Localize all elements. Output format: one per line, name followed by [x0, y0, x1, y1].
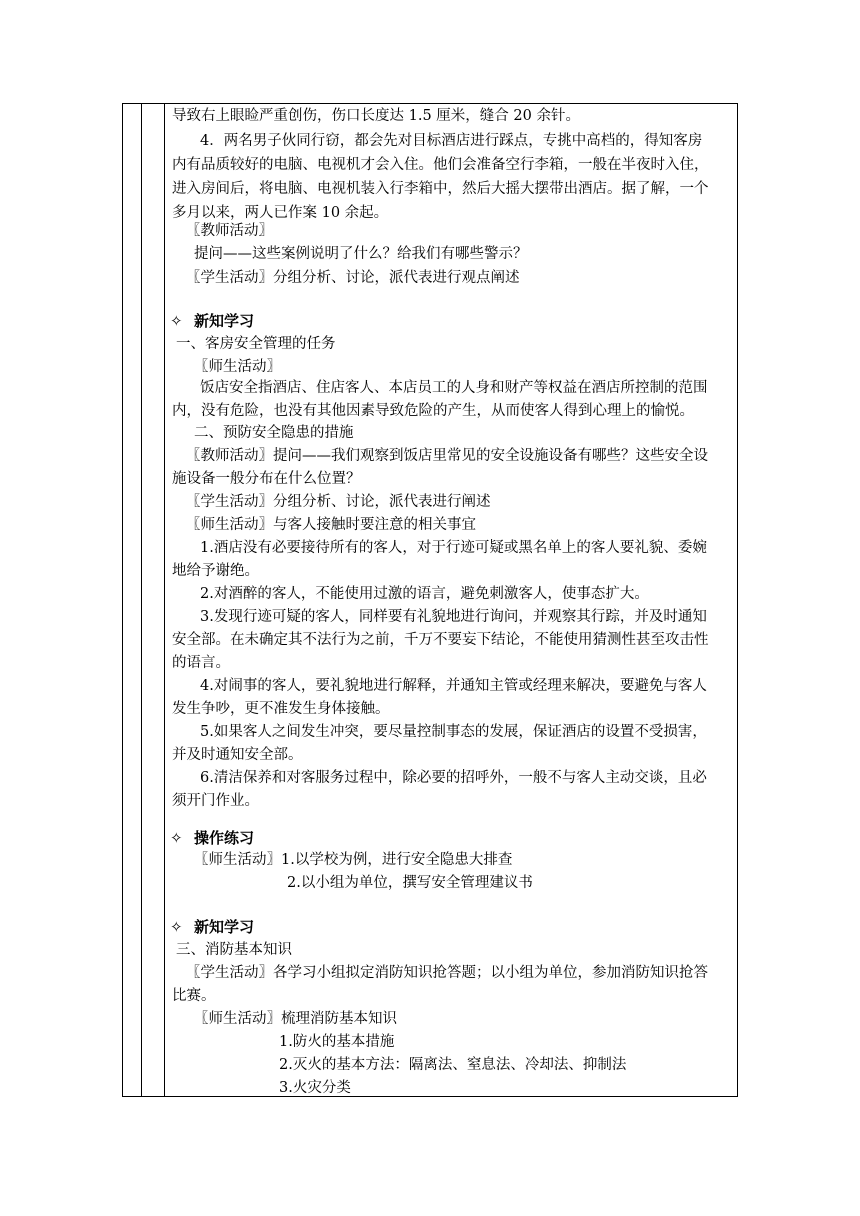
section-title-1: 一、客房安全管理的任务 — [176, 336, 336, 352]
table-column-left — [123, 104, 141, 1096]
practice-item-2: 2.以小组为单位，撰写安全管理建议书 — [287, 875, 533, 891]
table-column-middle — [141, 104, 165, 1096]
diamond-bullet-icon: ✧ — [170, 829, 183, 847]
diamond-bullet-icon: ✧ — [170, 918, 183, 936]
student-fire-line-2: 比赛。 — [172, 988, 216, 1004]
fire-item-3: 3.火灾分类 — [279, 1080, 351, 1096]
measure-item-1-line-2: 地给予谢绝。 — [172, 563, 259, 579]
heading-new-knowledge-2: ✧ 新知学习 — [170, 918, 255, 936]
case4-line-1: 4．两名男子伙同行窃，都会先对目标酒店进行踩点，专挑中高档的，得知客房 — [200, 133, 703, 149]
student-activity-discuss-2: 〖学生活动〗分组分析、讨论，派代表进行阐述 — [186, 494, 491, 510]
measure-item-5-line-1: 5.如果客人之间发生冲突，要尽量控制事态的发展，保证酒店的设置不受损害， — [200, 724, 707, 740]
diamond-bullet-icon: ✧ — [170, 312, 183, 330]
practice-item-1: 〖师生活动〗1.以学校为例，进行安全隐患大排查 — [194, 852, 513, 868]
heading-practice: ✧ 操作练习 — [170, 829, 255, 847]
section-title-2: 二、预防安全隐患的措施 — [194, 425, 354, 441]
teacher-question-2-line-1: 〖教师活动〗提问——我们观察到饭店里常见的安全设施设备有哪些？这些安全设 — [186, 448, 708, 464]
case-tail-line: 导致右上眼睑严重创伤，伤口长度达 1.5 厘米，缝合 20 余针。 — [172, 108, 580, 124]
measure-item-2: 2.对酒醉的客人，不能使用过激的语言，避免刺激客人，使事态扩大。 — [200, 586, 649, 602]
measure-item-4-line-2: 发生争吵，更不准发生身体接触。 — [172, 701, 390, 717]
measure-item-3-line-1: 3.发现行迹可疑的客人，同样要有礼貌地进行询问，并观察其行踪，并及时通知 — [200, 609, 707, 625]
teacher-student-contact-tag: 〖师生活动〗与客人接触时要注意的相关事宜 — [186, 517, 476, 533]
case4-line-4: 多月以来，两人已作案 10 余起。 — [172, 205, 389, 221]
lesson-table — [122, 103, 738, 1097]
measure-item-6-line-1: 6.清洁保养和对客服务过程中，除必要的招呼外，一般不与客人主动交谈，且必 — [200, 770, 707, 786]
teacher-activity-tag: 〖教师活动〗 — [186, 223, 273, 239]
student-fire-line-1: 〖学生活动〗各学习小组拟定消防知识抢答题；以小组为单位，参加消防知识抢答 — [186, 965, 708, 981]
measure-item-3-line-2: 安全部。在未确定其不法行为之前，千万不要妄下结论，不能使用猜测性甚至攻击性 — [172, 632, 709, 648]
teacher-question-2-line-2: 施设备一般分布在什么位置？ — [172, 471, 361, 487]
safety-definition-line-1: 饭店安全指酒店、住店客人、本店员工的人身和财产等权益在酒店所控制的范围 — [200, 380, 708, 396]
measure-item-5-line-2: 并及时通知安全部。 — [172, 747, 303, 763]
student-activity-discuss-1: 〖学生活动〗分组分析、讨论，派代表进行观点阐述 — [186, 270, 520, 286]
measure-item-3-line-3: 的语言。 — [172, 655, 230, 671]
teacher-student-fire-tag: 〖师生活动〗梳理消防基本知识 — [194, 1011, 397, 1027]
measure-item-1-line-1: 1.酒店没有必要接待所有的客人，对于行迹可疑或黑名单上的客人要礼貌、委婉 — [200, 540, 707, 556]
case4-line-3: 进入房间后，将电脑、电视机装入行李箱中，然后大摇大摆带出酒店。据了解，一个 — [172, 181, 709, 197]
fire-item-2: 2.灭火的基本方法：隔离法、窒息法、冷却法、抑制法 — [279, 1057, 627, 1073]
teacher-student-activity-tag-1: 〖师生活动〗 — [194, 359, 281, 375]
measure-item-6-line-2: 须开门作业。 — [172, 793, 259, 809]
case4-line-2: 内有品质较好的电脑、电视机才会入住。他们会准备空行李箱，一般在半夜时入住， — [172, 157, 709, 173]
safety-definition-line-2: 内，没有危险，也没有其他因素导致危险的产生，从而使客人得到心理上的愉悦。 — [172, 403, 694, 419]
teacher-question: 提问——这些案例说明了什么？给我们有哪些警示？ — [194, 246, 528, 262]
measure-item-4-line-1: 4.对闹事的客人，要礼貌地进行解释，并通知主管或经理来解决，要避免与客人 — [200, 678, 707, 694]
section-title-3: 三、消防基本知识 — [176, 942, 292, 958]
heading-new-knowledge-1: ✧ 新知学习 — [170, 312, 255, 330]
fire-item-1: 1.防火的基本措施 — [279, 1034, 395, 1050]
